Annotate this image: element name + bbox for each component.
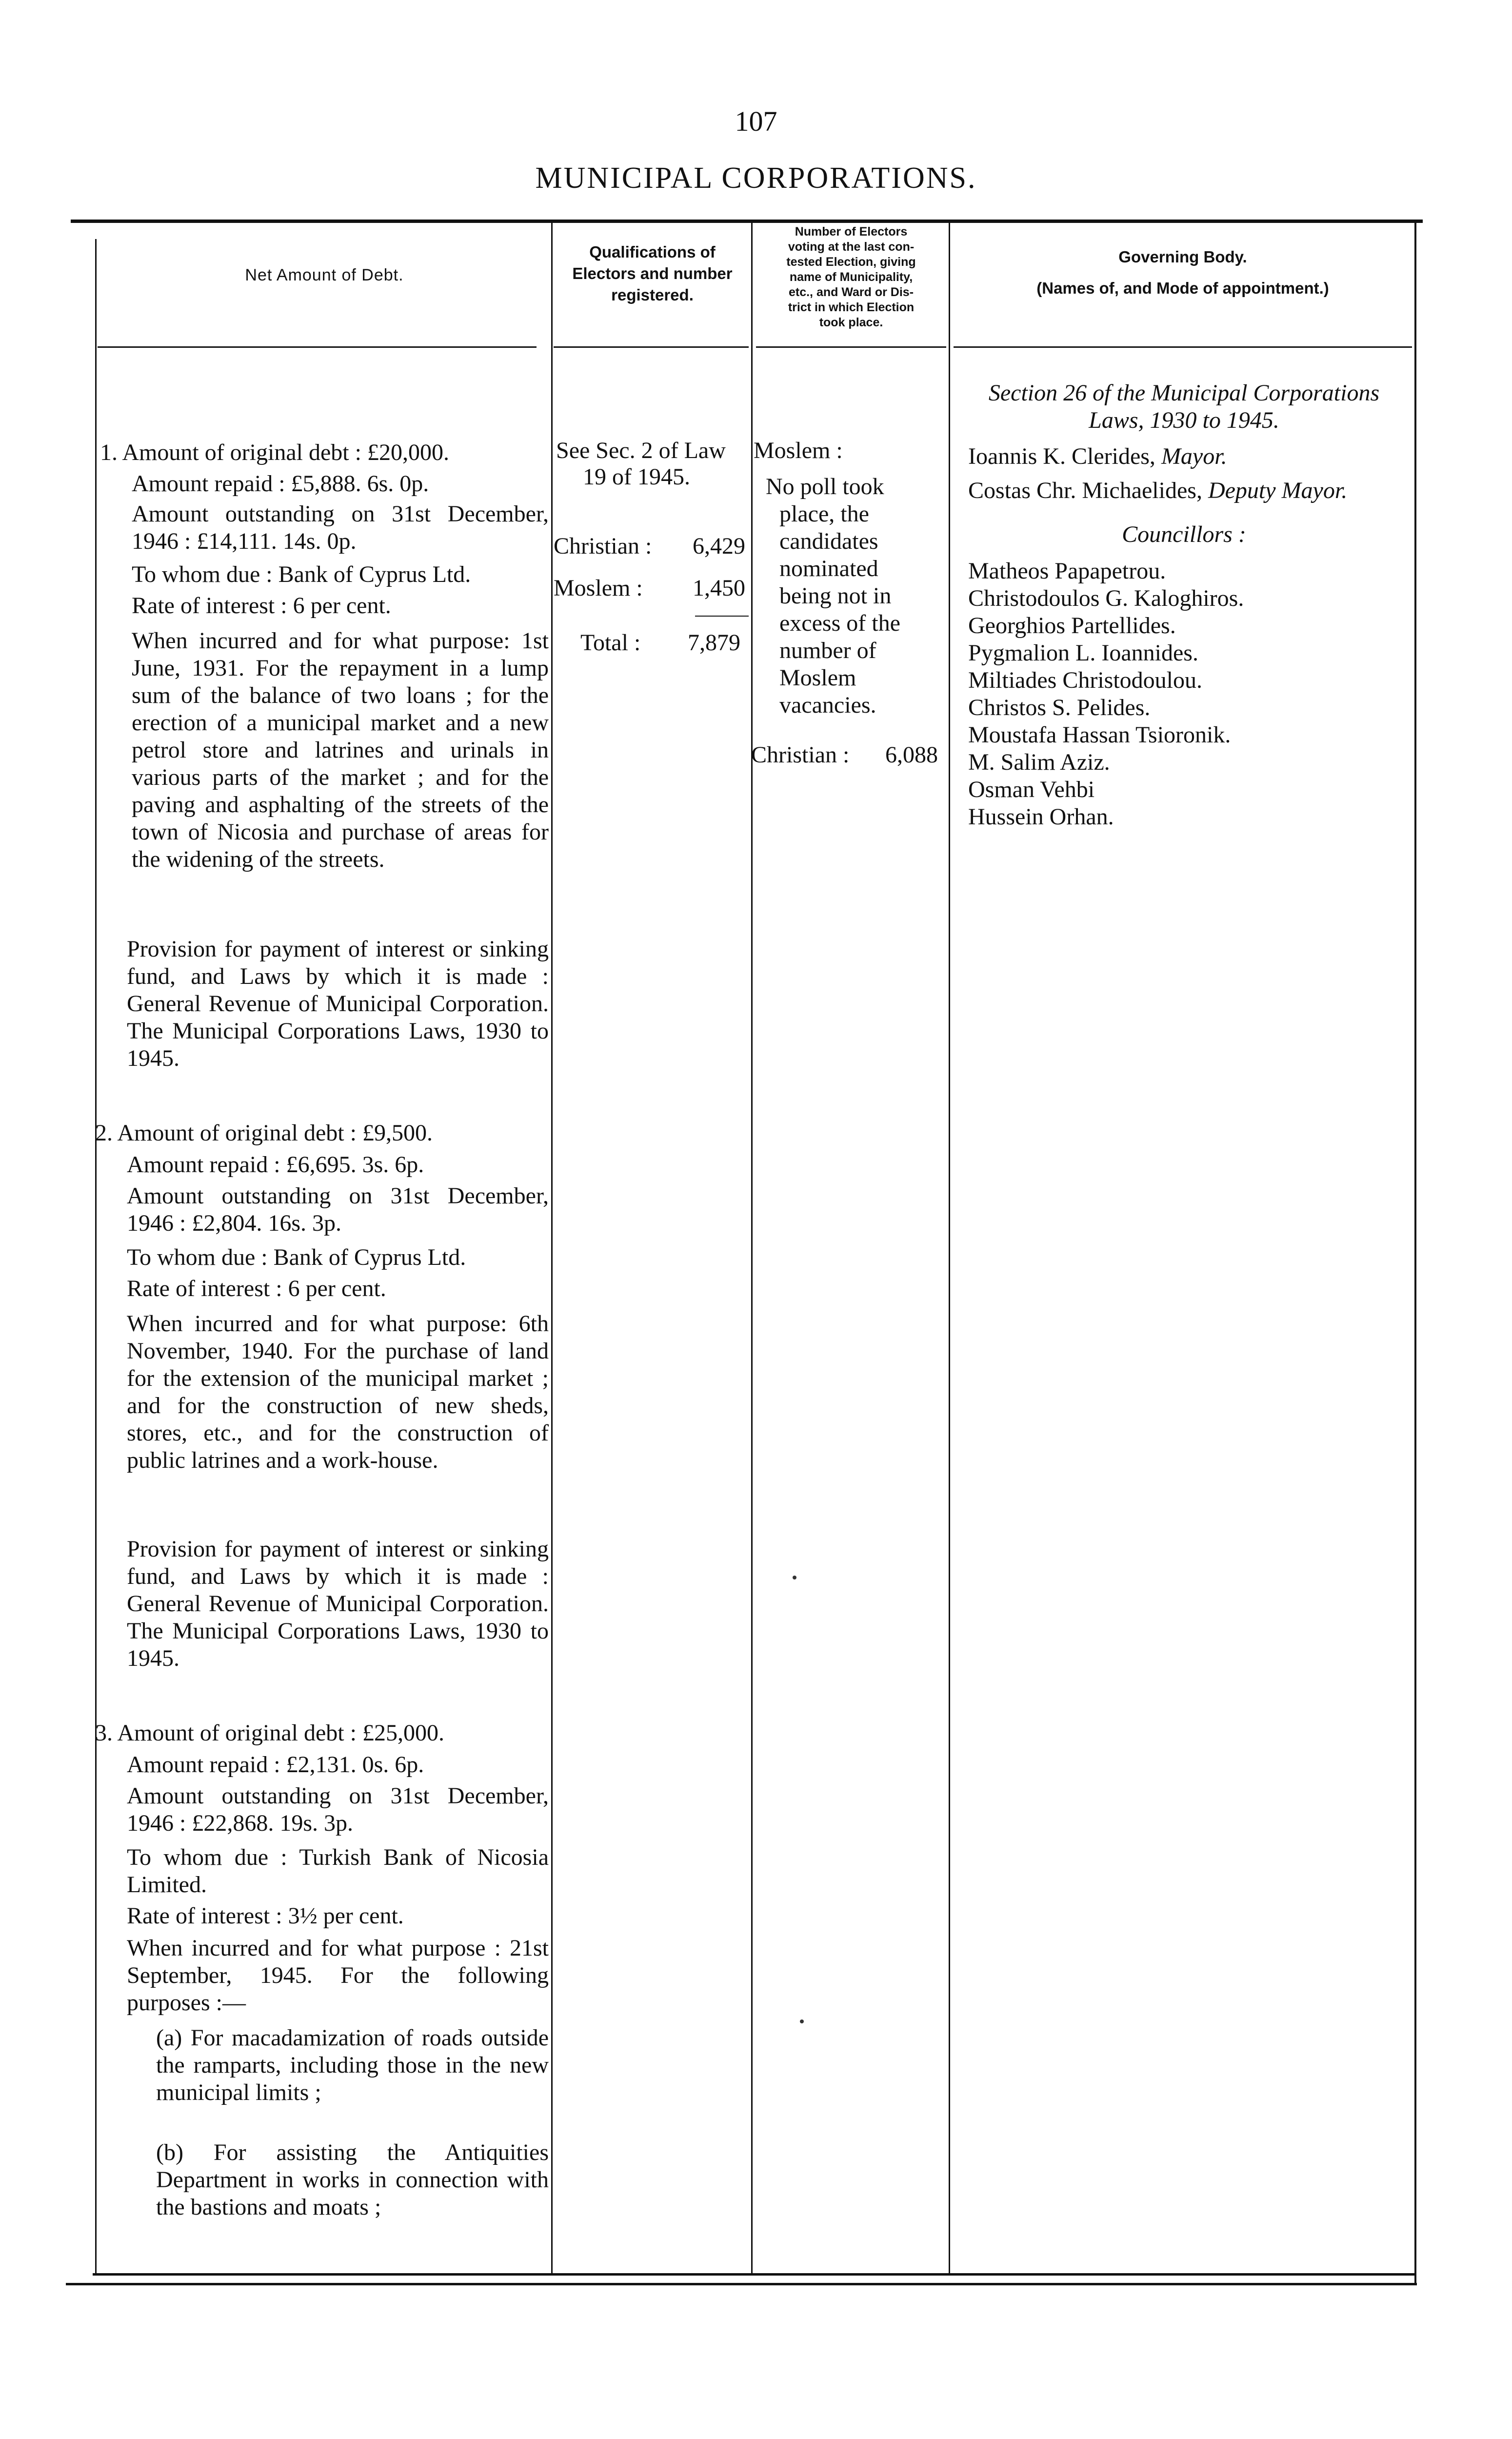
- debt-1-outstanding: Amount outstanding on 31st December, 1946 : £14,111. 14s. 0p.: [132, 501, 549, 554]
- debt-3-original: 3. Amount of original debt : £25,000.: [95, 1720, 444, 1746]
- debt-3-due: To whom due : Turkish Bank of Nicosia Limited.: [127, 1844, 549, 1898]
- electors-moslem-label: Moslem :: [754, 438, 843, 463]
- mayor: [968, 443, 1227, 470]
- debt-3-sub-a: (a) For macadamization of roads outside the ramparts, including those in the new municipal limits ;: [156, 2025, 549, 2105]
- christian-count: 6,429: [693, 533, 745, 559]
- table-top-rule: [71, 220, 1423, 223]
- christian-label: Christian :: [554, 533, 652, 559]
- debt-2-original: 2. Amount of original debt : £9,500.: [95, 1120, 433, 1146]
- electors-moslem-note: No poll took place, the candidates nominated being not in excess of the number of Moslem vacancies.: [766, 474, 900, 718]
- header-rule-1: [98, 346, 537, 348]
- qualification-reference: See Sec. 2 of Law: [556, 438, 726, 463]
- ink-speck-1: [793, 1576, 796, 1579]
- header-rule-4: [954, 346, 1412, 348]
- list-item: M. Salim Aziz.: [968, 749, 1110, 775]
- list-item: Georghios Partellides.: [968, 613, 1176, 639]
- debt-2-outstanding: Amount outstanding on 31st December, 1946 : £2,804. 16s. 3p.: [127, 1183, 549, 1236]
- mayor-title: Mayor.: [1161, 443, 1227, 469]
- list-item: Moustafa Hassan Tsioronik.: [968, 722, 1231, 748]
- list-item: Matheos Papapetrou.: [968, 558, 1166, 584]
- electors-christian-label: Christian :: [751, 742, 850, 768]
- moslem-count: 1,450: [693, 575, 745, 601]
- total-label: Total :: [580, 630, 641, 656]
- list-item: Christos S. Pelides.: [968, 695, 1151, 720]
- list-item: Christodoulos G. Kaloghiros.: [968, 585, 1244, 611]
- header-electors: Number of Electors voting at the last con- tested Election, giving name of Municipality, etc., and Ward or Dis- trict in which Election took place.: [786, 225, 916, 329]
- list-item: Hussein Orhan.: [968, 804, 1114, 830]
- debt-3-purpose: When incurred and for what purpose : 21st September, 1945. For the following purposes :—: [127, 1935, 549, 2016]
- debt-1-provision: Provision for payment of interest or sinking fund, and Laws by which it is made : General Revenue of Municipal Corporation. The Municipal Corporations Laws, 1930 to 1945.: [127, 936, 549, 1071]
- header-qualifications: Qualifications of Electors and number registered.: [572, 243, 733, 304]
- debt-1-repaid: Amount repaid : £5,888. 6s. 0p.: [132, 471, 429, 497]
- total-rule: [695, 616, 749, 617]
- page-title: MUNICIPAL CORPORATIONS.: [535, 161, 977, 195]
- deputy-mayor: [968, 477, 1347, 504]
- header-governing-body: Governing Body. (Names of, and Mode of appointment.): [1036, 248, 1329, 297]
- qualification-reference-2: 19 of 1945.: [583, 464, 690, 490]
- list-item: Miltiades Christodoulou.: [968, 667, 1202, 693]
- column-rule-5: [1414, 222, 1416, 2285]
- debt-1-rate: Rate of interest : 6 per cent.: [132, 593, 391, 619]
- councillor-list: [968, 558, 1244, 831]
- moslem-label: Moslem :: [554, 575, 643, 601]
- deputy-name: Costas Chr. Michaelides,: [968, 478, 1202, 503]
- debt-2-due: To whom due : Bank of Cyprus Ltd.: [127, 1244, 466, 1270]
- debt-2-rate: Rate of interest : 6 per cent.: [127, 1276, 386, 1301]
- debt-2-provision: Provision for payment of interest or sinking fund, and Laws by which it is made : General Revenue of Municipal Corporation. The Municipal Corporations Laws, 1930 to 1945.: [127, 1536, 549, 1671]
- debt-1-original: 1. Amount of original debt : £20,000.: [100, 440, 449, 465]
- total-count: 7,879: [688, 630, 740, 656]
- electors-christian-count: 6,088: [885, 742, 938, 768]
- debt-2-repaid: Amount repaid : £6,695. 3s. 6p.: [127, 1152, 424, 1178]
- mayor-name: Ioannis K. Clerides,: [968, 443, 1155, 469]
- page-number: 107: [735, 105, 777, 137]
- debt-1-purpose: When incurred and for what purpose: 1st June, 1931. For the repayment in a lump sum of the balance of two loans ; for the erection of a municipal market and a new petrol store and latrines and urinals in various parts of the market ; and for the paving and asphalting of the streets of the town of Nicosia and purchase of areas for the widening of the streets.: [132, 628, 549, 872]
- list-item: Pygmalion L. Ioannides.: [968, 640, 1198, 666]
- debt-1-due: To whom due : Bank of Cyprus Ltd.: [132, 561, 471, 587]
- list-item: Osman Vehbi: [968, 777, 1095, 802]
- debt-2-purpose: When incurred and for what purpose: 6th November, 1940. For the purchase of land for the extension of the municipal market ; and for the construction of new sheds, stores, etc., and for the construction of public latrines and a work-house.: [127, 1311, 549, 1473]
- header-net-amount: Net Amount of Debt.: [245, 266, 404, 284]
- column-rule-2: [551, 222, 553, 2276]
- column-rule-3: [751, 222, 753, 2276]
- column-rule-1: [95, 239, 97, 2276]
- councillors-label: Councillors :: [1122, 521, 1246, 547]
- table-bottom-rule-1: [93, 2273, 1414, 2276]
- debt-3-outstanding: Amount outstanding on 31st December, 1946 : £22,868. 19s. 3p.: [127, 1783, 549, 1836]
- column-rule-4: [949, 222, 950, 2276]
- header-rule-3: [756, 346, 946, 348]
- debt-3-repaid: Amount repaid : £2,131. 0s. 6p.: [127, 1752, 424, 1778]
- table-bottom-rule-2: [66, 2283, 1417, 2285]
- debt-3-rate: Rate of interest : 3½ per cent.: [127, 1903, 404, 1929]
- header-rule-2: [554, 346, 749, 348]
- governing-section: Section 26 of the Municipal Corporations Laws, 1930 to 1945.: [988, 380, 1380, 433]
- deputy-title: Deputy Mayor.: [1208, 478, 1348, 503]
- ink-speck-2: [800, 2019, 804, 2023]
- debt-3-sub-b: (b) For assisting the Antiquities Department in works in connection with the bastions and moats ;: [156, 2139, 549, 2220]
